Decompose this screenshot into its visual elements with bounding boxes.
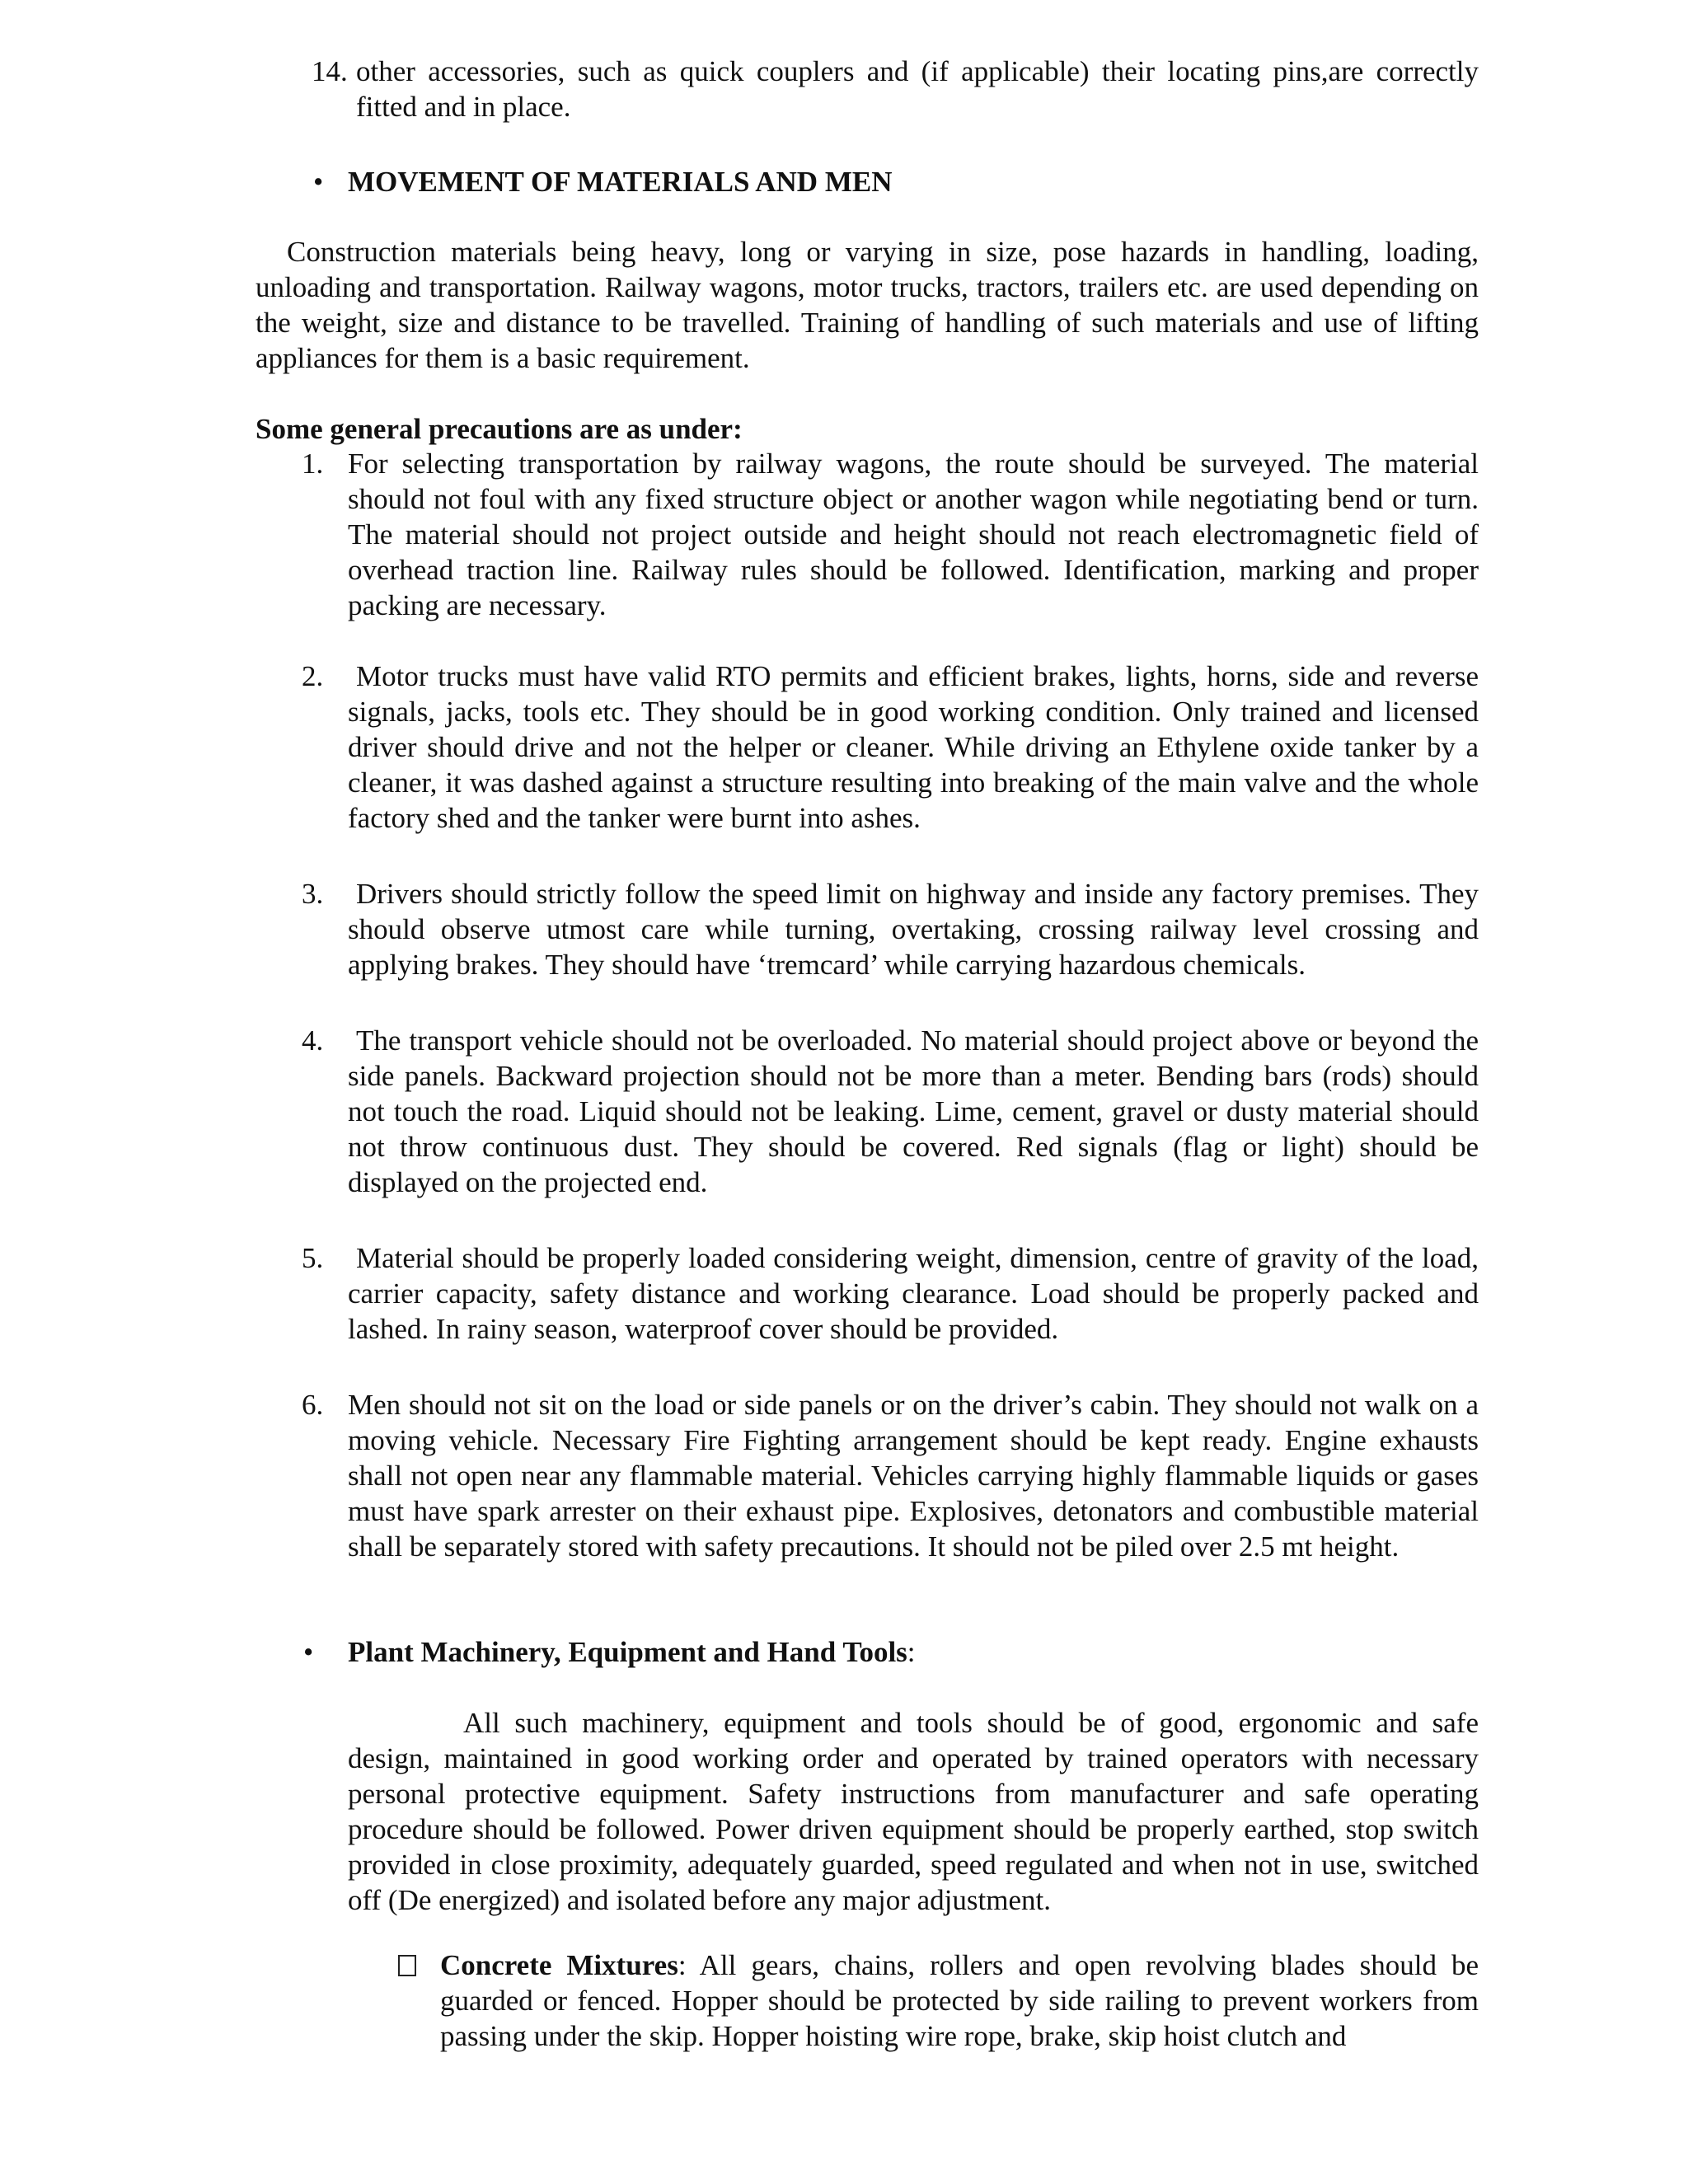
plant-heading-suffix: :: [907, 1636, 916, 1668]
plant-heading: [348, 1634, 916, 1670]
precaution-number: 4.: [302, 1024, 324, 1057]
plant-heading-text: Plant Machinery, Equipment and Hand Tools: [348, 1636, 907, 1668]
concrete-mixtures-item: [440, 1947, 1479, 2054]
precaution-number: 5.: [302, 1242, 324, 1274]
precaution-text: Motor trucks must have valid RTO permits and efficient brakes, lights, horns, side and reverse signals, jacks, tools etc. They should be in good working condition. Only trained and licensed driver should drive and not the helper or cleaner. While driving an Ethylene oxide tanker by a cleaner, it was dashed against a structure resulting into breaking of the main valve and the whole factory shed and the tanker were burnt into ashes.: [348, 660, 1479, 834]
precaution-text: Men should not sit on the load or side panels or on the driver’s cabin. They should not walk on a moving vehicle. Necessary Fire Fighting arrangement should be kept ready. Engine exhausts shall not open near any flammable material. Vehicles carrying highly flammable liquids or gases must have spark arrester on their exhaust pipe. Explosives, detonators and combustible material shall be separately stored with safety precautions. It should not be piled over 2.5 mt height.: [348, 1389, 1479, 1563]
precaution-text: Material should be properly loaded considering weight, dimension, centre of gravity of the load, carrier capacity, safety distance and working clearance. Load should be properly packed and lashed. In rainy season, waterproof cover should be provided.: [348, 1242, 1479, 1345]
precaution-number: 6.: [302, 1389, 324, 1421]
precaution-text: Drivers should strictly follow the speed limit on highway and inside any factory premises. They should observe utmost care while turning, overtaking, crossing railway level crossing and applying brakes. They should have ‘tremcard’ while carrying hazardous chemicals.: [348, 878, 1479, 981]
precaution-number: 2.: [302, 660, 324, 692]
concrete-mixtures-text: : All gears, chains, rollers and open revolving blades should be guarded or fenced. Hopper should be protected by side railing to prevent workers from passing under the skip. Hopper hoisting wire rope, brake, skip hoist clutch and: [440, 1949, 1479, 2052]
concrete-mixtures-term: Concrete Mixtures: [440, 1949, 678, 1981]
item-14-text: other accessories, such as quick couplers and (if applicable) their locating pins,are correctly fitted and in place.: [356, 55, 1479, 123]
precautions-heading: Some general precautions are as under:: [256, 413, 743, 445]
precaution-number: 3.: [302, 878, 324, 910]
item-14-number: 14.: [312, 55, 348, 87]
precaution-text: The transport vehicle should not be overloaded. No material should project above or beyond the side panels. Backward projection should not be more than a meter. Bending bars (rods) should not touch the road. Liquid should not be leaking. Lime, cement, gravel or dusty material should not throw continuous dust. They should be covered. Red signals (flag or light) should be displayed on the projected end.: [348, 1024, 1479, 1198]
plant-paragraph: All such machinery, equipment and tools should be of good, ergonomic and safe design, maintained in good working order and operated by trained operators with necessary personal protective equipment. Safety instructions from manufacturer and safe operating procedure should be followed. Power driven equipment should be properly earthed, stop switch provided in close proximity, adequately guarded, speed regulated and when not in use, switched off (De energized) and isolated before any major adjustment.: [348, 1707, 1479, 1916]
precaution-text: For selecting transportation by railway wagons, the route should be surveyed. The material should not foul with any fixed structure object or another wagon while negotiating bend or turn. The material should not project outside and height should not reach electromagnetic field of overhead traction line. Railway rules should be followed. Identification, marking and proper packing are necessary.: [348, 448, 1479, 621]
precaution-number: 1.: [302, 448, 324, 480]
checkbox-bullet-icon: [398, 1955, 416, 1976]
movement-paragraph: Construction materials being heavy, long or varying in size, pose hazards in handling, loading, unloading and transportation. Railway wagons, motor trucks, tractors, trailers etc. are used depending on the weight, size and distance to be travelled. Training of handling of such materials and use of lifting appliances for them is a basic requirement.: [256, 236, 1479, 374]
bullet-plant: •: [303, 1636, 314, 1668]
movement-heading: MOVEMENT OF MATERIALS AND MEN: [348, 166, 893, 198]
bullet-movement: •: [313, 166, 324, 198]
